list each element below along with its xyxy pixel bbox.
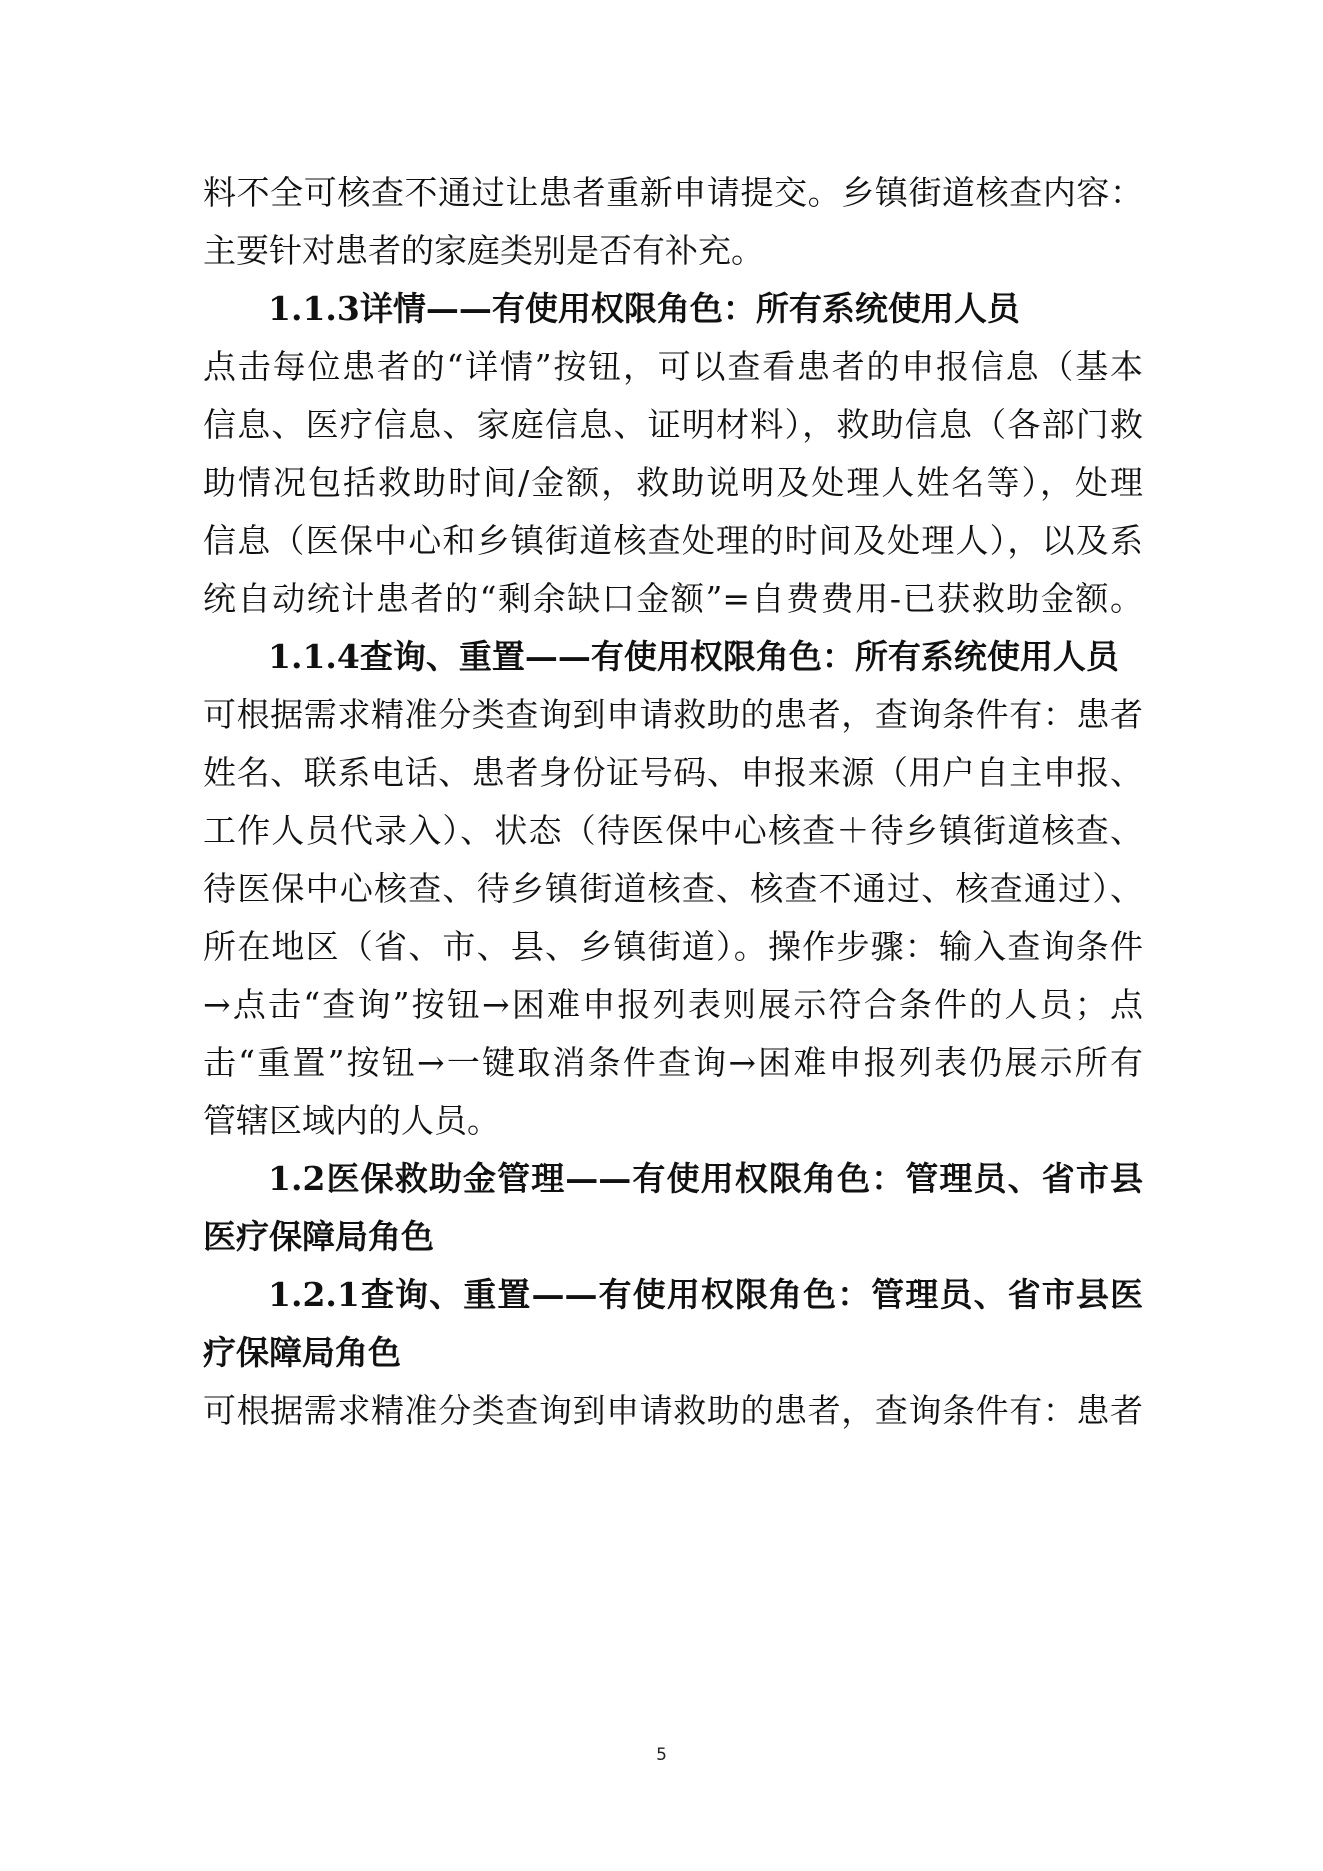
text-line: 料不全可核查不通过让患者重新申请提交。乡镇街道核查内容： bbox=[203, 173, 1143, 212]
text-line: 姓名、联系电话、患者身份证号码、申报来源（用户自主申报、 bbox=[203, 753, 1143, 792]
text-line: 点击每位患者的“详情”按钮，可以查看患者的申报信息（基本 bbox=[203, 347, 1143, 386]
text-line: 信息、医疗信息、家庭信息、证明材料），救助信息（各部门救 bbox=[203, 405, 1143, 444]
section-heading: 1.2医保救助金管理——有使用权限角色：管理员、省市县 bbox=[268, 1159, 1143, 1198]
text-line: 待医保中心核查、待乡镇街道核查、核查不通过、核查通过）、 bbox=[203, 869, 1143, 908]
text-line: 可根据需求精准分类查询到申请救助的患者，查询条件有：患者 bbox=[203, 695, 1143, 734]
text-line: 主要针对患者的家庭类别是否有补充。 bbox=[203, 231, 764, 270]
text-line: 工作人员代录入）、状态（待医保中心核查＋待乡镇街道核查、 bbox=[203, 811, 1143, 850]
section-heading: 1.2.1查询、重置——有使用权限角色：管理员、省市县医 bbox=[268, 1275, 1143, 1314]
section-heading-continued: 医疗保障局角色 bbox=[203, 1217, 434, 1256]
text-line: 信息（医保中心和乡镇街道核查处理的时间及处理人），以及系 bbox=[203, 521, 1143, 560]
text-line: 所在地区（省、市、县、乡镇街道）。操作步骤：输入查询条件 bbox=[203, 927, 1143, 966]
section-heading: 1.1.3详情——有使用权限角色：所有系统使用人员 bbox=[268, 289, 1020, 328]
section-heading-continued: 疗保障局角色 bbox=[203, 1333, 401, 1372]
page-number: 5 bbox=[656, 1745, 667, 1765]
text-line: 击“重置”按钮→一键取消条件查询→困难申报列表仍展示所有 bbox=[203, 1043, 1143, 1082]
text-line: 可根据需求精准分类查询到申请救助的患者，查询条件有：患者 bbox=[203, 1391, 1143, 1430]
text-line: →点击“查询”按钮→困难申报列表则展示符合条件的人员；点 bbox=[203, 985, 1143, 1024]
text-line: 管辖区域内的人员。 bbox=[203, 1101, 500, 1140]
section-heading: 1.1.4查询、重置——有使用权限角色：所有系统使用人员 bbox=[268, 637, 1119, 676]
text-line: 统自动统计患者的“剩余缺口金额”=自费费用-已获救助金额。 bbox=[203, 579, 1143, 618]
text-line: 助情况包括救助时间/金额，救助说明及处理人姓名等），处理 bbox=[203, 463, 1143, 502]
